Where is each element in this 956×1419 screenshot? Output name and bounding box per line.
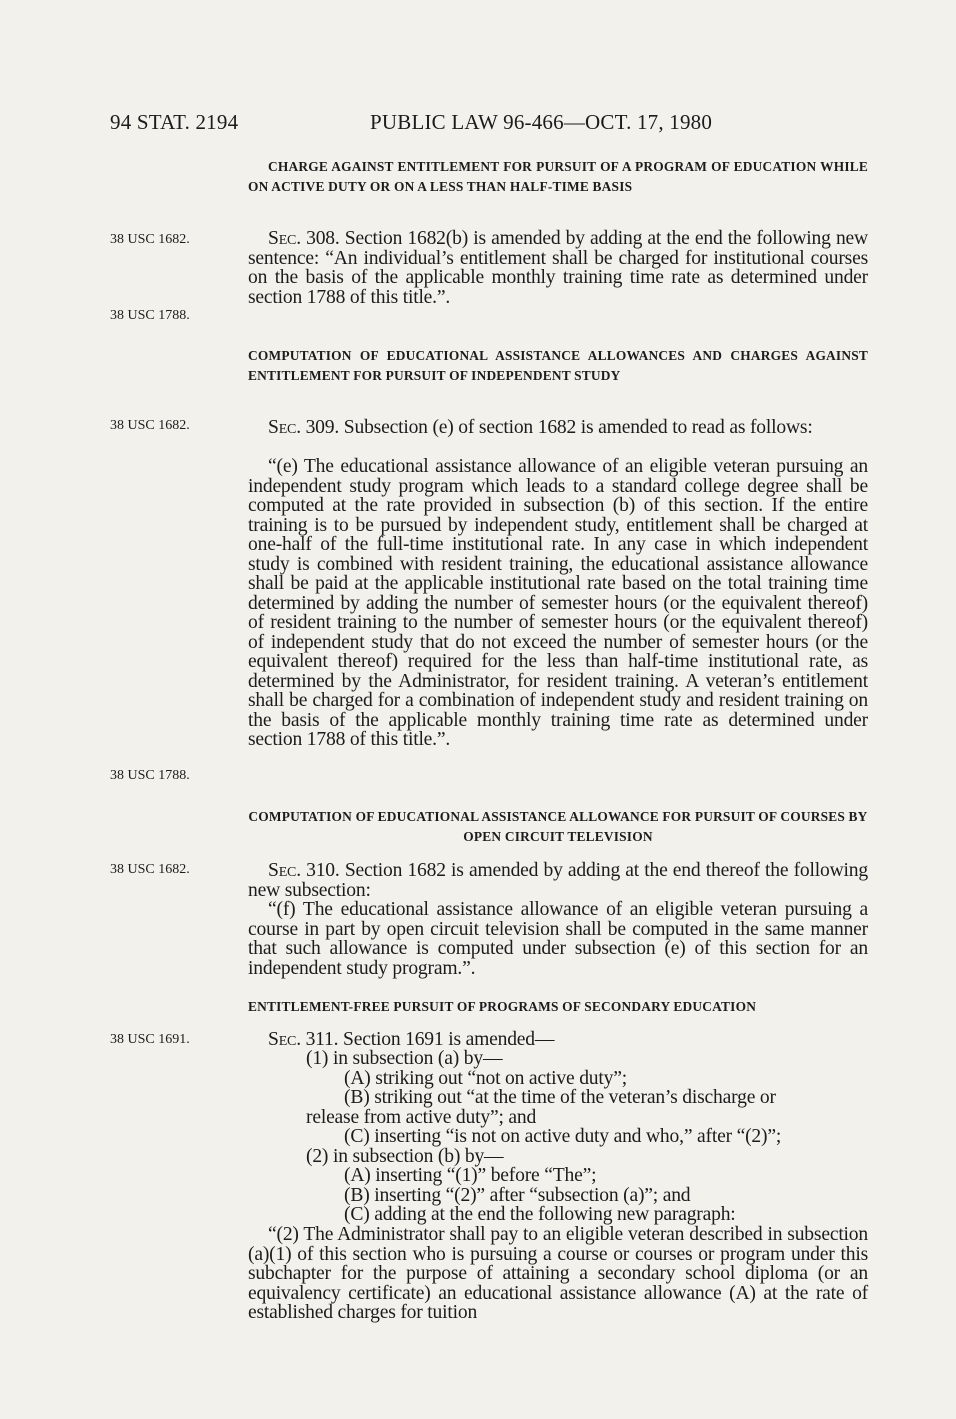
section-309-quote: “(e) The educational assistance allowance of an eligible veteran pursuing an independent study program which leads to a standard college degree shall be computed at the rate provided in subsection (b) of this section. If the entire training is to be pursued by independent study, entitlement shall be charged at one-half of the full-time institutional rate. In any case in which independent study is combined with resident training, the educational assistance allowance shall be paid at the applicable institutional rate based on the total training time determined by adding the number of semester hours (or the equivalent thereof) of resident training to the number of semester hours (or the equivalent thereof) of independent study that do not exceed the number of semester hours (or the equivalent thereof) required for the less than half-time institutional rate, as determined by the Administrator, for resident training. A veteran’s entitlement shall be charged for a combination of independent study and resident training on the basis of the applicable monthly training time rate as determined under section 1788 of this title.”. (248, 456, 868, 750)
list-item: (A) striking out “not on active duty”; (344, 1068, 627, 1089)
running-title: PUBLIC LAW 96-466—OCT. 17, 1980 (370, 110, 713, 134)
section-310-body: . 310. Section 1682 is amended by adding at the end thereof the following new subsection: (248, 860, 868, 901)
section-309-body: . 309. Subsection (e) of section 1682 is amended to read as follows: (296, 417, 813, 438)
sec-label: Sec (268, 417, 297, 438)
section-311-caption: ENTITLEMENT-FREE PURSUIT OF PROGRAMS OF SECONDARY EDUCATION (248, 999, 757, 1014)
margin-note: 38 USC 1691. (110, 1032, 190, 1047)
margin-note: 38 USC 1788. (110, 768, 190, 783)
list-item: release from active duty”; and (306, 1107, 537, 1128)
list-item: (1) in subsection (a) by— (306, 1048, 503, 1069)
section-311-quote: “(2) The Administrator shall pay to an eligible veteran described in subsection (a)(1) of this section who is pursuing a course or courses or program under this subchapter for the purpose of attaining a secondary school diploma (or an equivalency certificate) an educational assistance allowance (A) at the rate of established charges for tuition (248, 1224, 868, 1323)
section-310-text (248, 861, 868, 900)
margin-note: 38 USC 1788. (110, 308, 190, 323)
section-308-body: . 308. Section 1682(b) is amended by adding at the end the following new sentence: “An individual’s entitlement shall be charged for institutional courses on the basis of the applicable monthly training time rate as determined under section 1788 of this title.”. (248, 228, 868, 308)
section-309-caption: COMPUTATION OF EDUCATIONAL ASSISTANCE ALLOWANCES AND CHARGES AGAINST ENTITLEMENT FOR PURSUIT OF INDEPENDENT STUDY (248, 348, 868, 383)
sec-label: Sec (268, 228, 297, 249)
list-item: (B) striking out “at the time of the veteran’s discharge or (344, 1087, 776, 1108)
section-308-text (248, 229, 868, 307)
section-311-text (268, 1030, 554, 1050)
list-item: (B) inserting “(2)” after “subsection (a)”; and (344, 1185, 691, 1206)
margin-note: 38 USC 1682. (110, 418, 190, 433)
sec-label: Sec (268, 1029, 297, 1050)
page-reference: 94 STAT. 2194 (110, 110, 239, 134)
section-310-quote: “(f) The educational assistance allowance of an eligible veteran pursuing a course in part by open circuit television shall be computed in the same manner that such allowance is computed under subsection (e) of this section for an independent study program.”. (248, 899, 868, 979)
margin-note: 38 USC 1682. (110, 862, 190, 877)
list-item: (C) inserting “is not on active duty and who,” after “(2)”; (344, 1126, 782, 1147)
section-311-body: . 311. Section 1691 is amended— (296, 1029, 555, 1050)
section-310-caption: COMPUTATION OF EDUCATIONAL ASSISTANCE ALLOWANCE FOR PURSUIT OF COURSES BY OPEN CIRCUIT TELEVISION (248, 809, 868, 844)
section-309-text (248, 418, 868, 438)
list-item: (C) adding at the end the following new paragraph: (344, 1204, 736, 1225)
margin-note: 38 USC 1682. (110, 232, 190, 247)
list-item: (A) inserting “(1)” before “The”; (344, 1165, 597, 1186)
sec-label: Sec (268, 860, 297, 881)
list-item: (2) in subsection (b) by— (306, 1146, 504, 1167)
section-308-caption: CHARGE AGAINST ENTITLEMENT FOR PURSUIT OF A PROGRAM OF EDUCATION WHILE ON ACTIVE DUTY OR ON A LESS THAN HALF-TIME BASIS (248, 159, 868, 194)
